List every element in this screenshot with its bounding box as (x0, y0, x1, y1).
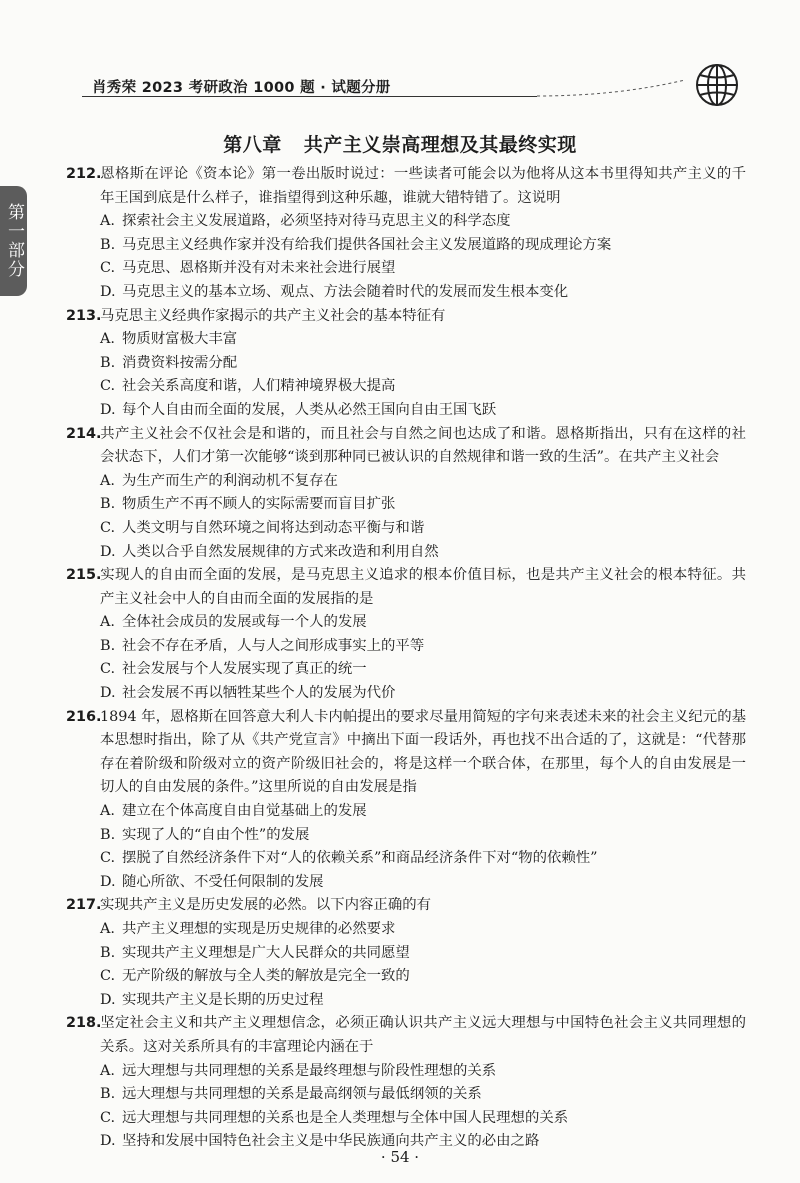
option-letter: B. (100, 496, 116, 513)
option-letter: C. (100, 968, 116, 985)
option-letter: B. (100, 354, 116, 371)
question-218 (66, 1012, 746, 1154)
option-letter: B. (100, 637, 116, 654)
question-number: 213. (66, 307, 102, 324)
option-c (66, 375, 746, 399)
option-text: 远大理想与共同理想的关系也是全人类理想与全体中国人民理想的关系 (122, 1109, 569, 1126)
question-212 (66, 163, 746, 305)
option-d (66, 989, 746, 1013)
option-a (66, 328, 746, 352)
option-text: 远大理想与共同理想的关系是最终理想与阶段性理想的关系 (122, 1062, 497, 1079)
option-a (66, 918, 746, 942)
option-b (66, 493, 746, 517)
option-d (66, 399, 746, 423)
option-letter: A. (100, 803, 115, 820)
option-letter: A. (100, 472, 115, 489)
option-text: 为生产而生产的利润动机不复存在 (122, 472, 338, 489)
option-letter: C. (100, 661, 116, 678)
chapter-title: 共产主义崇高理想及其最终实现 (303, 134, 577, 156)
question-number: 215. (66, 567, 102, 584)
option-d (66, 682, 746, 706)
option-letter: A. (100, 1062, 115, 1079)
page-header (82, 62, 744, 106)
option-text: 随心所欲、不受任何限制的发展 (122, 873, 324, 890)
option-b (66, 1083, 746, 1107)
question-text: 实现共产主义是历史发展的必然。以下内容正确的有 (100, 897, 431, 914)
question-text: 坚定社会主义和共产主义理想信念，必须正确认识共产主义远大理想与中国特色社会主义共同理想的关系。这对关系所具有的丰富理论内涵在于 (100, 1015, 746, 1055)
question-stem (66, 894, 746, 918)
page-number: · 54 · (380, 1148, 420, 1166)
option-text: 马克思主义经典作家并没有给我们提供各国社会主义发展道路的现成理论方案 (122, 236, 612, 253)
option-d (66, 541, 746, 565)
option-letter: A. (100, 213, 115, 230)
option-text: 消费资料按需分配 (122, 354, 238, 371)
option-text: 共产主义理想的实现是历史规律的必然要求 (122, 921, 396, 937)
option-text: 无产阶级的解放与全人类的解放是完全一致的 (122, 968, 410, 985)
option-text: 马克思、恩格斯并没有对未来社会进行展望 (122, 260, 396, 277)
option-letter: D. (100, 1133, 116, 1150)
section-side-tab: 第一部分 (0, 186, 27, 296)
option-b (66, 234, 746, 258)
question-stem (66, 706, 746, 800)
option-letter: B. (100, 826, 116, 843)
option-letter: C. (100, 260, 116, 277)
option-letter: D. (100, 401, 116, 418)
option-text: 社会关系高度和谐，人们精神境界极大提高 (122, 378, 396, 395)
question-number: 214. (66, 425, 102, 442)
option-text: 探索社会主义发展道路，必须坚持对待马克思主义的科学态度 (122, 213, 511, 230)
option-b (66, 352, 746, 376)
question-213 (66, 305, 746, 423)
option-letter: B. (100, 1086, 116, 1103)
option-text: 人类以合乎自然发展规律的方式来改造和利用自然 (122, 543, 439, 560)
option-text: 远大理想与共同理想的关系是最高纲领与最低纲领的关系 (122, 1086, 482, 1103)
option-letter: D. (100, 873, 116, 890)
question-stem (66, 305, 746, 329)
option-text: 物质生产不再不顾人的实际需要而盲目扩张 (122, 496, 396, 513)
question-stem (66, 423, 746, 470)
header-dashed-swoosh (537, 78, 687, 98)
book-title: 肖秀荣 2023 考研政治 1000 题 · 试题分册 (92, 80, 391, 96)
option-c (66, 847, 746, 871)
question-number: 216. (66, 708, 102, 725)
question-stem (66, 163, 746, 210)
option-d (66, 281, 746, 305)
option-letter: C. (100, 850, 116, 867)
option-c (66, 965, 746, 989)
option-letter: C. (100, 378, 116, 395)
chapter-number: 第八章 (223, 134, 282, 156)
option-text: 坚持和发展中国特色社会主义是中华民族通向共产主义的必由之路 (122, 1133, 540, 1150)
question-text: 1894 年，恩格斯在回答意大利人卡内帕提出的要求尽量用简短的字句来表述未来的社会主义纪元的基本思想时指出，除了从《共产党宣言》中摘出下面一段话外，再也找不出合适的了，这就是：“代替那存在着阶级和阶级对立的资产阶级旧社会的，将是这样一个联合体，在那里，每个人的自由发展是一切人的自由发展的条件。”这里所说的自由发展是指 (100, 708, 746, 796)
option-a (66, 470, 746, 494)
question-text: 共产主义社会不仅社会是和谐的，而且社会与自然之间也达成了和谐。恩格斯指出，只有在这样的社会状态下，人们才第一次能够“谈到那种同已被认识的自然规律和谐一致的生活”。在共产主义社会 (100, 425, 746, 466)
option-c (66, 1107, 746, 1131)
option-c (66, 658, 746, 682)
option-a (66, 800, 746, 824)
question-text: 实现人的自由而全面的发展，是马克思主义追求的根本价值目标，也是共产主义社会的根本特征。共产主义社会中人的自由而全面的发展指的是 (100, 567, 746, 607)
option-letter: D. (100, 991, 116, 1008)
option-letter: C. (100, 519, 116, 536)
header-rule (82, 96, 537, 97)
option-text: 社会发展不再以牺牲某些个人的发展为代价 (122, 685, 396, 702)
option-text: 全体社会成员的发展或每一个人的发展 (122, 614, 367, 631)
question-number: 212. (66, 166, 102, 182)
option-text: 社会发展与个人发展实现了真正的统一 (122, 661, 367, 678)
question-216 (66, 706, 746, 895)
option-letter: C. (100, 1109, 116, 1126)
question-text: 恩格斯在评论《资本论》第一卷出版时说过：一些读者可能会以为他将从这本书里得知共产主义的千年王国到底是什么样子，谁指望得到这种乐趣，谁就大错特错了。这说明 (100, 166, 746, 206)
option-a (66, 611, 746, 635)
option-letter: D. (100, 283, 116, 300)
option-letter: A. (100, 614, 115, 631)
option-text: 人类文明与自然环境之间将达到动态平衡与和谐 (122, 519, 425, 536)
question-list (66, 163, 746, 1154)
option-d (66, 871, 746, 895)
option-b (66, 635, 746, 659)
option-text: 实现共产主义是长期的历史过程 (122, 991, 324, 1008)
option-text: 每个人自由而全面的发展，人类从必然王国向自由王国飞跃 (122, 401, 497, 418)
question-217 (66, 894, 746, 1012)
option-text: 摆脱了自然经济条件下对“人的依赖关系”和商品经济条件下对“物的依赖性” (122, 850, 598, 867)
option-a (66, 1060, 746, 1084)
option-a (66, 210, 746, 234)
option-letter: D. (100, 543, 116, 560)
option-text: 物质财富极大丰富 (122, 331, 238, 348)
option-letter: A. (100, 331, 115, 348)
question-215 (66, 564, 746, 706)
chapter-heading (0, 130, 800, 157)
option-text: 马克思主义的基本立场、观点、方法会随着时代的发展而发生根本变化 (122, 283, 569, 300)
question-214 (66, 423, 746, 565)
question-number: 218. (66, 1015, 102, 1032)
option-letter: A. (100, 921, 115, 937)
option-text: 实现了人的“自由个性”的发展 (122, 826, 310, 843)
question-stem (66, 1012, 746, 1059)
option-c (66, 257, 746, 281)
question-text: 马克思主义经典作家揭示的共产主义社会的基本特征有 (100, 307, 446, 324)
option-b (66, 942, 746, 966)
option-c (66, 517, 746, 541)
option-letter: B. (100, 236, 116, 253)
question-stem (66, 564, 746, 611)
option-b (66, 824, 746, 848)
option-text: 社会不存在矛盾，人与人之间形成事实上的平等 (122, 637, 425, 654)
option-text: 实现共产主义理想是广大人民群众的共同愿望 (122, 944, 410, 961)
question-number: 217. (66, 897, 102, 914)
option-letter: B. (100, 944, 116, 961)
option-text: 建立在个体高度自由自觉基础上的发展 (122, 803, 367, 820)
option-letter: D. (100, 685, 116, 702)
globe-icon (694, 62, 740, 108)
